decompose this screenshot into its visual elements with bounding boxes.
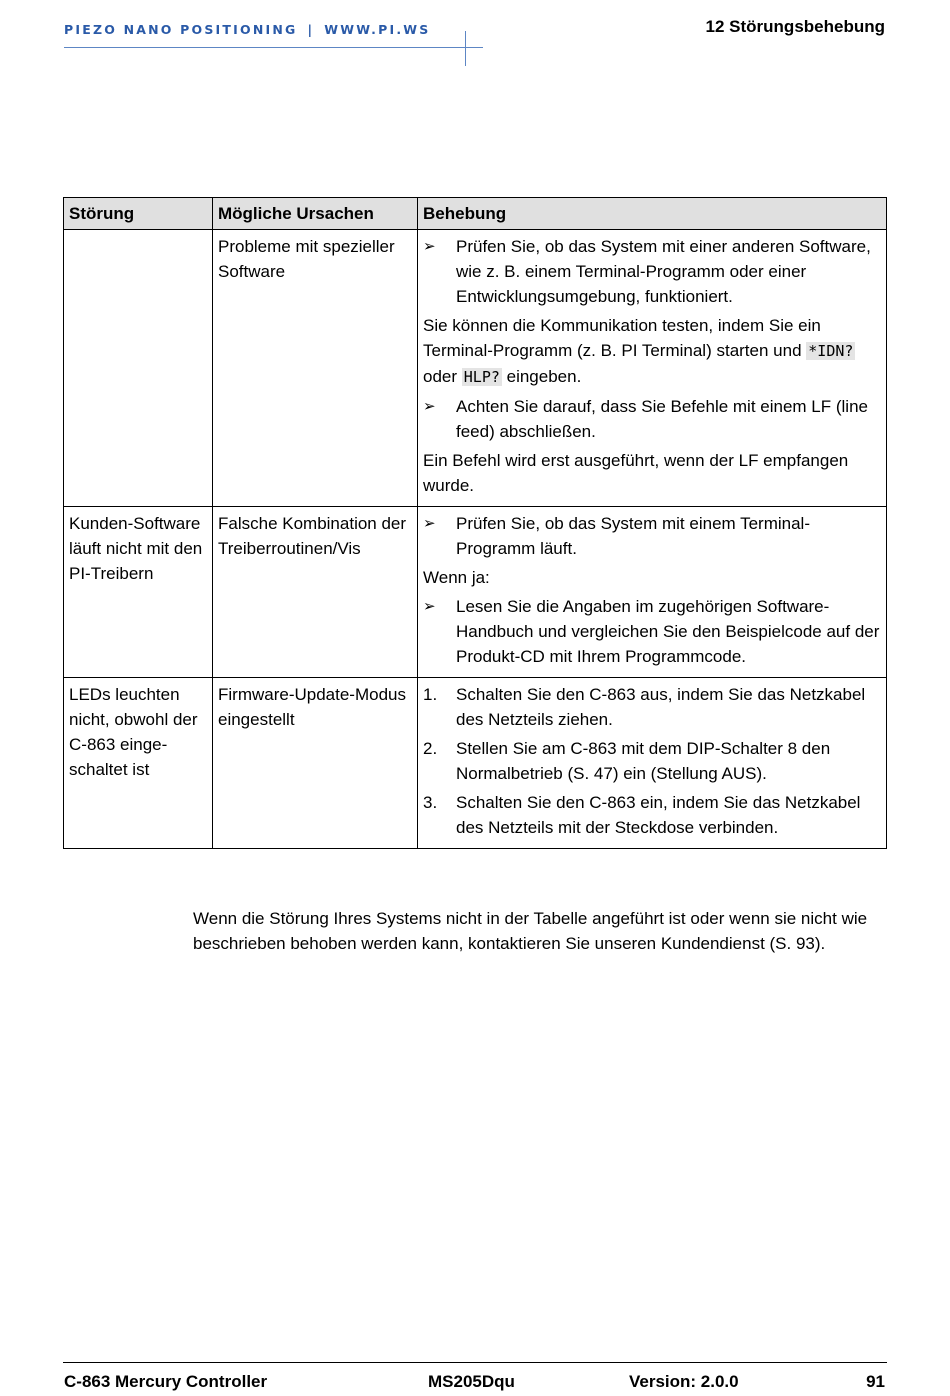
- table-row: [64, 678, 887, 849]
- bullet-item: [423, 511, 881, 561]
- bullet-item: [423, 234, 881, 309]
- code-idn: *IDN?: [808, 342, 854, 360]
- table-header-row: [64, 198, 887, 230]
- bullet-item: [423, 594, 881, 669]
- bullet-item: [423, 394, 881, 444]
- paragraph: [423, 313, 881, 390]
- code-hlp: HLP?: [463, 368, 500, 386]
- numbered-step: [423, 736, 881, 786]
- arrow-bullet-icon: ➢: [423, 238, 436, 255]
- cell-ursache: Firmware-Update-Modus eingestellt: [213, 678, 418, 849]
- cell-ursache: Probleme mit spezieller Software: [213, 230, 418, 507]
- column-header-behebung: Behebung: [418, 198, 887, 230]
- footer-product: C-863 Mercury Controller: [64, 1372, 268, 1391]
- step-number: 3.: [423, 793, 438, 812]
- step-text: Schalten Sie den C-863 aus, indem Sie das Netzkabel des Netzteils ziehen.: [456, 685, 866, 729]
- step-text: Schalten Sie den C-863 ein, indem Sie das Netzkabel des Netzteils mit der Steckdose verbinden.: [456, 793, 861, 837]
- step-number: 2.: [423, 739, 438, 758]
- column-header-stoerung: Störung: [64, 198, 213, 230]
- paragraph: Wenn ja:: [423, 568, 490, 587]
- step-text: Stellen Sie am C-863 mit dem DIP-Schalter 8 den Normalbetrieb (S. 47) ein (Stellung AUS).: [456, 739, 831, 783]
- footer-doc-id: MS205Dqu: [428, 1372, 515, 1391]
- brand-underline: [64, 47, 482, 48]
- page-number: 91: [866, 1372, 885, 1391]
- bullet-text: Prüfen Sie, ob das System mit einem Terminal-Programm läuft.: [456, 514, 810, 558]
- brand-text: PIEZO NANO POSITIONING: [64, 22, 298, 37]
- arrow-bullet-icon: ➢: [423, 398, 436, 415]
- paragraph: Ein Befehl wird erst ausgeführt, wenn der LF empfangen wurde.: [423, 451, 849, 495]
- paragraph-text-mid: oder: [423, 367, 458, 386]
- arrow-bullet-icon: ➢: [423, 598, 436, 615]
- cell-behebung: [418, 507, 887, 678]
- support-note: Wenn die Störung Ihres Systems nicht in der Tabelle angeführt ist oder wenn sie nicht wie beschrieben behoben werden kann, kontaktieren Sie unseren Kundendienst (S. 93).: [193, 909, 868, 953]
- brand-logo: [64, 22, 430, 37]
- footer-divider: [63, 1362, 887, 1363]
- bullet-text: Achten Sie darauf, dass Sie Befehle mit einem LF (line feed) abschließen.: [456, 397, 868, 441]
- table-row: [64, 507, 887, 678]
- numbered-step: [423, 682, 881, 732]
- bullet-text: Prüfen Sie, ob das System mit einer anderen Software, wie z. B. einem Terminal-Programm oder einer Entwicklungsumgebung, funktioniert.: [456, 237, 871, 306]
- cell-stoerung: LEDs leuchten nicht, obwohl der C-863 einge-schaltet ist: [64, 678, 213, 849]
- arrow-bullet-icon: ➢: [423, 515, 436, 532]
- paragraph-text-end: eingeben.: [506, 367, 582, 386]
- step-number: 1.: [423, 685, 438, 704]
- cell-behebung: [418, 230, 887, 507]
- cell-behebung: [418, 678, 887, 849]
- brand-separator: |: [307, 22, 315, 37]
- troubleshooting-table: [63, 197, 887, 849]
- cell-ursache: Falsche Kombination der Treiberroutinen/Vis: [213, 507, 418, 678]
- crosshair-icon: [465, 31, 466, 66]
- paragraph-text: Sie können die Kommunikation testen, indem Sie ein Terminal-Programm (z. B. PI Terminal) starten und: [423, 316, 821, 360]
- numbered-step: [423, 790, 881, 840]
- crosshair-icon-bar: [449, 47, 483, 48]
- chapter-title: 12 Störungsbehebung: [705, 17, 885, 36]
- column-header-ursachen: Mögliche Ursachen: [213, 198, 418, 230]
- cell-stoerung: Kunden-Software läuft nicht mit den PI-Treibern: [64, 507, 213, 678]
- table-row: [64, 230, 887, 507]
- cell-stoerung: [64, 230, 213, 507]
- bullet-text: Lesen Sie die Angaben im zugehörigen Software-Handbuch und vergleichen Sie den Beispielcode auf der Produkt-CD mit Ihrem Programmcode.: [456, 597, 880, 666]
- brand-url: WWW.PI.WS: [324, 22, 431, 37]
- footer-version: Version: 2.0.0: [629, 1372, 739, 1391]
